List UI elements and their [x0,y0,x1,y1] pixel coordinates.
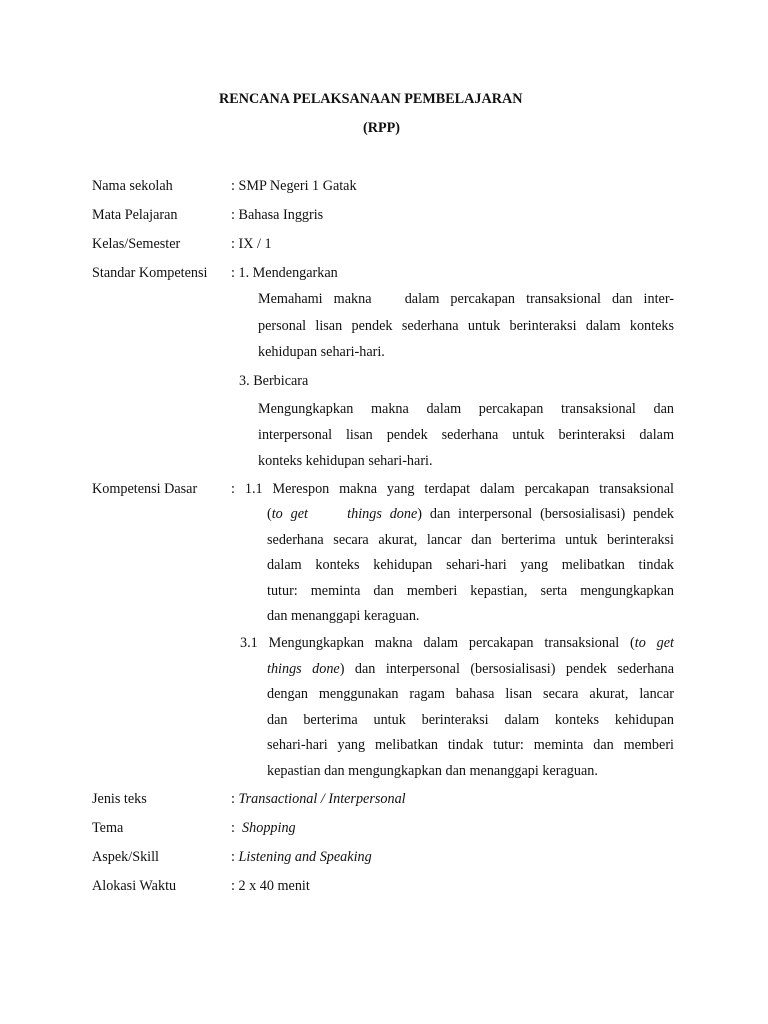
kd-1-line-6: dan menanggapi keraguan. [267,608,420,624]
kd-1-line-4: dalam konteks kehidupan sehari-hari yang melibatkan tindak [267,557,674,573]
sk-1-heading: : 1. Mendengarkan [231,265,338,281]
text-type-value: : Transactional / Interpersonal [231,791,406,807]
kd-1-line-3: sederhana secara akurat, lancar dan berterima untuk berinteraksi [267,532,674,548]
kd-3-line-3: dengan menggunakan ragam bahasa lisan secara akurat, lancar [267,686,674,702]
sk-1-line-2: personal lisan pendek sederhana untuk berinteraksi dalam konteks [258,318,674,334]
subject-value: : Bahasa Inggris [231,207,324,223]
kd-3-line-1: 3.1 Mengungkapkan makna dalam percakapan transaksional (to get [240,635,674,651]
kd-3-line-4: dan berterima untuk berinteraksi dalam konteks kehidupan [267,712,674,728]
sk-3-line-1: Mengungkapkan makna dalam percakapan transaksional dan [258,401,674,417]
sk-3-heading: 3. Berbicara [239,373,309,389]
kd-3-line-2: things done) dan interpersonal (bersosialisasi) pendek sederhana [267,661,675,677]
time-label: Alokasi Waktu [92,878,177,894]
sk-3-line-2: interpersonal lisan pendek sederhana untuk berinteraksi dalam [258,427,674,443]
sk-3-line-3: konteks kehidupan sehari-hari. [258,453,433,469]
class-value: : IX / 1 [231,236,272,252]
page-subtitle: (RPP) [363,120,401,136]
theme-label: Tema [92,820,124,836]
kd-3-line-6: kepastian dan mengungkapkan dan menanggapi keraguan. [267,763,598,779]
subject-label: Mata Pelajaran [92,207,178,223]
time-value: : 2 x 40 menit [231,878,310,894]
theme-value: : Shopping [231,820,296,836]
kd-3-line-5: sehari-hari yang melibatkan tindak tutur: meminta dan memberi [267,737,674,753]
skill-label: Aspek/Skill [92,849,160,865]
kd-1-line-1: : 1.1 Merespon makna yang terdapat dalam percakapan transaksional [231,481,674,497]
page-title: RENCANA PELAKSANAAN PEMBELAJARAN [219,91,523,107]
kd-1-line-5: tutur: meminta dan memberi kepastian, serta mengungkapkan [267,583,674,599]
sk-label: Standar Kompetensi [92,265,208,281]
school-value: : SMP Negeri 1 Gatak [231,178,357,194]
class-label: Kelas/Semester [92,236,181,252]
skill-value: : Listening and Speaking [231,849,372,865]
text-type-label: Jenis teks [92,791,147,807]
sk-1-line-3: kehidupan sehari-hari. [258,344,385,360]
kd-label: Kompetensi Dasar [92,481,198,497]
school-label: Nama sekolah [92,178,173,194]
kd-1-line-2: (to get things done) dan interpersonal (bersosialisasi) pendek [267,506,674,522]
sk-1-line-1: Memahami makna dalam percakapan transaksional dan inter- [258,291,674,307]
